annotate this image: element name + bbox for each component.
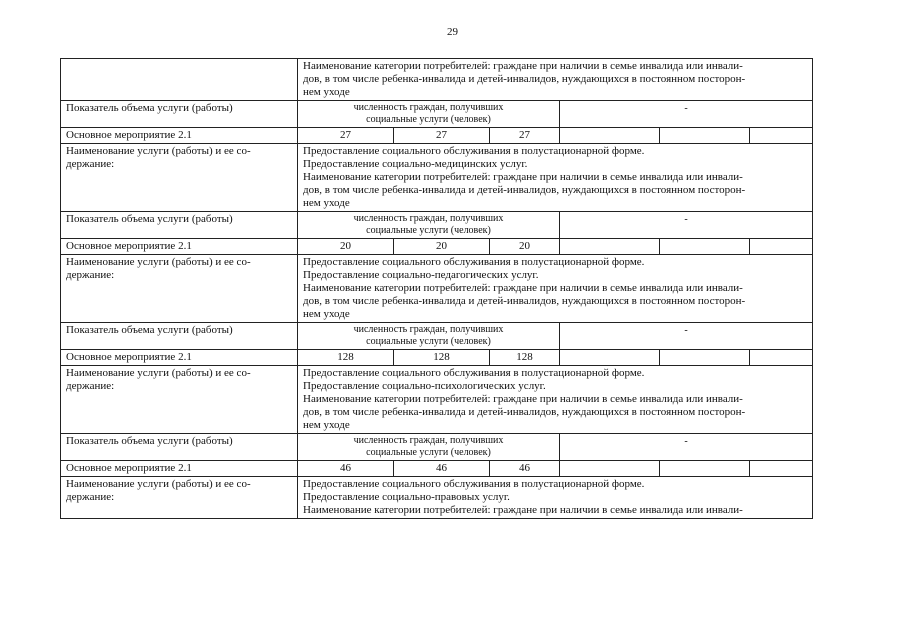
- value-cell: 27: [490, 128, 560, 144]
- value-cell: 27: [298, 128, 394, 144]
- empty-cell: [750, 350, 813, 366]
- description-line: Предоставление социально-педагогических услуг.: [303, 269, 539, 281]
- indicator-text: [298, 434, 560, 461]
- service-description: [298, 59, 813, 101]
- value-cell: 20: [298, 239, 394, 255]
- row-label: [61, 59, 298, 101]
- indicator-text: [298, 212, 560, 239]
- description-line: дов, в том числе ребенка-инвалида и детей-инвалидов, нуждающихся в постоянном посторон-: [303, 295, 746, 307]
- indicator-line: численность граждан, получивших: [353, 102, 504, 113]
- row-label: Основное мероприятие 2.1: [61, 350, 298, 366]
- value-cell: 46: [298, 461, 394, 477]
- indicator-text: [298, 323, 560, 350]
- indicator-line: социальные услуги (человек): [366, 225, 491, 236]
- indicator-dash: -: [560, 101, 813, 128]
- indicator-line: численность граждан, получивших: [353, 324, 504, 335]
- row-label: Наименование услуги (работы) и ее со-держание:: [61, 144, 298, 212]
- table-row-desc: [61, 366, 813, 434]
- indicator-line: социальные услуги (человек): [366, 114, 491, 125]
- row-label: Основное мероприятие 2.1: [61, 461, 298, 477]
- description-line: Предоставление социального обслуживания в полустационарной форме.: [303, 145, 645, 157]
- indicator-dash: -: [560, 323, 813, 350]
- value-cell: 46: [490, 461, 560, 477]
- description-line: Предоставление социального обслуживания в полустационарной форме.: [303, 256, 645, 268]
- indicator-line: социальные услуги (человек): [366, 336, 491, 347]
- value-cell: 46: [394, 461, 490, 477]
- value-cell: 128: [394, 350, 490, 366]
- indicator-line: социальные услуги (человек): [366, 447, 491, 458]
- empty-cell: [660, 461, 750, 477]
- row-label: Показатель объема услуги (работы): [61, 101, 298, 128]
- description-line: нем уходе: [303, 308, 350, 320]
- value-cell: 20: [394, 239, 490, 255]
- row-label: Основное мероприятие 2.1: [61, 239, 298, 255]
- description-line: Предоставление социально-медицинских услуг.: [303, 158, 528, 170]
- table-row-values: [61, 461, 813, 477]
- description-line: Предоставление социального обслуживания в полустационарной форме.: [303, 367, 645, 379]
- value-cell: 128: [490, 350, 560, 366]
- description-line: Наименование категории потребителей: граждане при наличии в семье инвалида или инвали-: [303, 282, 743, 294]
- description-line: Наименование категории потребителей: граждане при наличии в семье инвалида или инвали-: [303, 393, 743, 405]
- value-cell: 27: [394, 128, 490, 144]
- table-row-desc: [61, 255, 813, 323]
- table-row-indicator: [61, 101, 813, 128]
- service-description: [298, 477, 813, 519]
- row-label: Основное мероприятие 2.1: [61, 128, 298, 144]
- indicator-text: [298, 101, 560, 128]
- row-label: Показатель объема услуги (работы): [61, 434, 298, 461]
- description-line: нем уходе: [303, 419, 350, 431]
- table-row-values: [61, 350, 813, 366]
- empty-cell: [560, 128, 660, 144]
- empty-cell: [750, 128, 813, 144]
- description-line: Наименование категории потребителей: граждане при наличии в семье инвалида или инвали-: [303, 171, 743, 183]
- value-cell: 20: [490, 239, 560, 255]
- service-description: [298, 366, 813, 434]
- description-line: Наименование категории потребителей: граждане при наличии в семье инвалида или инвали-: [303, 60, 743, 72]
- table-row-indicator: [61, 323, 813, 350]
- empty-cell: [660, 350, 750, 366]
- table-row-desc: [61, 144, 813, 212]
- description-line: Предоставление социального обслуживания в полустационарной форме.: [303, 478, 645, 490]
- page-number: 29: [447, 26, 458, 38]
- description-line: нем уходе: [303, 86, 350, 98]
- row-label: Наименование услуги (работы) и ее со-держание:: [61, 255, 298, 323]
- description-line: дов, в том числе ребенка-инвалида и детей-инвалидов, нуждающихся в постоянном посторон-: [303, 73, 746, 85]
- empty-cell: [560, 350, 660, 366]
- description-line: Наименование категории потребителей: граждане при наличии в семье инвалида или инвали-: [303, 504, 743, 516]
- table-row-indicator: [61, 212, 813, 239]
- table-row-values: [61, 239, 813, 255]
- row-label: Наименование услуги (работы) и ее со-держание:: [61, 477, 298, 519]
- row-label: Показатель объема услуги (работы): [61, 212, 298, 239]
- indicator-dash: -: [560, 212, 813, 239]
- empty-cell: [660, 128, 750, 144]
- description-line: нем уходе: [303, 197, 350, 209]
- empty-cell: [560, 239, 660, 255]
- table-row-values: [61, 128, 813, 144]
- value-cell: 128: [298, 350, 394, 366]
- empty-cell: [660, 239, 750, 255]
- indicator-line: численность граждан, получивших: [353, 213, 504, 224]
- description-line: Предоставление социально-правовых услуг.: [303, 491, 510, 503]
- description-line: дов, в том числе ребенка-инвалида и детей-инвалидов, нуждающихся в постоянном посторон-: [303, 184, 746, 196]
- row-label: Наименование услуги (работы) и ее со-держание:: [61, 366, 298, 434]
- indicator-dash: -: [560, 434, 813, 461]
- empty-cell: [750, 461, 813, 477]
- description-line: Предоставление социально-психологических услуг.: [303, 380, 546, 392]
- program-table: [60, 58, 813, 519]
- empty-cell: [560, 461, 660, 477]
- table-row-desc: [61, 59, 813, 101]
- service-description: [298, 255, 813, 323]
- table-row-indicator: [61, 434, 813, 461]
- indicator-line: численность граждан, получивших: [353, 435, 504, 446]
- description-line: дов, в том числе ребенка-инвалида и детей-инвалидов, нуждающихся в постоянном посторон-: [303, 406, 746, 418]
- row-label: Показатель объема услуги (работы): [61, 323, 298, 350]
- service-description: [298, 144, 813, 212]
- table-row-desc: [61, 477, 813, 519]
- empty-cell: [750, 239, 813, 255]
